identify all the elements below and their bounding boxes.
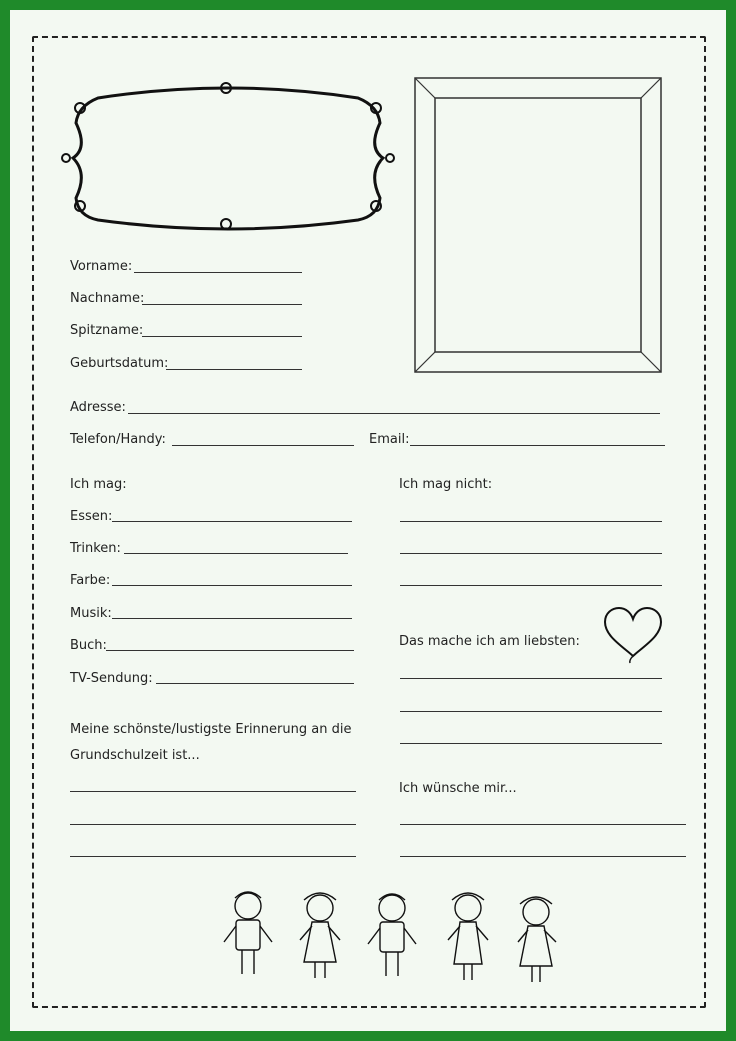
heart-icon xyxy=(602,606,664,664)
field-favorite-1[interactable] xyxy=(400,678,662,679)
field-musik[interactable] xyxy=(112,618,352,619)
field-wish-2[interactable] xyxy=(400,856,686,857)
label-farbe: Farbe: xyxy=(70,573,111,588)
memory-line-2: Grundschulzeit ist... xyxy=(70,748,200,763)
label-buch: Buch: xyxy=(70,638,107,653)
field-memory-1[interactable] xyxy=(70,791,356,792)
label-email: Email: xyxy=(369,432,410,447)
label-adresse: Adresse: xyxy=(70,400,126,415)
field-farbe[interactable] xyxy=(112,585,352,586)
likes-heading: Ich mag: xyxy=(70,477,127,492)
field-dislike-3[interactable] xyxy=(400,585,662,586)
memory-line-1: Meine schönste/lustigste Erinnerung an die xyxy=(70,722,352,737)
field-favorite-3[interactable] xyxy=(400,743,662,744)
field-favorite-2[interactable] xyxy=(400,711,662,712)
field-vorname[interactable] xyxy=(134,272,302,273)
field-spitzname[interactable] xyxy=(142,336,302,337)
wish-heading: Ich wünsche mir... xyxy=(399,781,517,796)
label-tv: TV-Sendung: xyxy=(70,671,153,686)
label-essen: Essen: xyxy=(70,509,113,524)
field-telefon[interactable] xyxy=(172,445,354,446)
field-tv[interactable] xyxy=(156,683,354,684)
ornate-label-frame xyxy=(58,78,398,238)
label-trinken: Trinken: xyxy=(70,541,121,556)
label-vorname: Vorname: xyxy=(70,259,133,274)
paper-sheet xyxy=(10,10,726,1031)
field-memory-3[interactable] xyxy=(70,856,356,857)
field-email[interactable] xyxy=(410,445,665,446)
label-spitzname: Spitzname: xyxy=(70,323,144,338)
favorite-heading: Das mache ich am liebsten: xyxy=(399,634,580,649)
field-dislike-2[interactable] xyxy=(400,553,662,554)
field-nachname[interactable] xyxy=(142,304,302,305)
field-geburtsdatum[interactable] xyxy=(166,369,302,370)
label-telefon: Telefon/Handy: xyxy=(70,432,166,447)
field-buch[interactable] xyxy=(106,650,354,651)
field-essen[interactable] xyxy=(112,521,352,522)
field-dislike-1[interactable] xyxy=(400,521,662,522)
field-wish-1[interactable] xyxy=(400,824,686,825)
label-geburtsdatum: Geburtsdatum: xyxy=(70,356,169,371)
field-adresse[interactable] xyxy=(128,413,660,414)
label-nachname: Nachname: xyxy=(70,291,145,306)
label-musik: Musik: xyxy=(70,606,112,621)
children-illustration xyxy=(220,882,560,992)
field-memory-2[interactable] xyxy=(70,824,356,825)
field-trinken[interactable] xyxy=(124,553,348,554)
photo-frame xyxy=(414,77,662,373)
dislikes-heading: Ich mag nicht: xyxy=(399,477,493,492)
